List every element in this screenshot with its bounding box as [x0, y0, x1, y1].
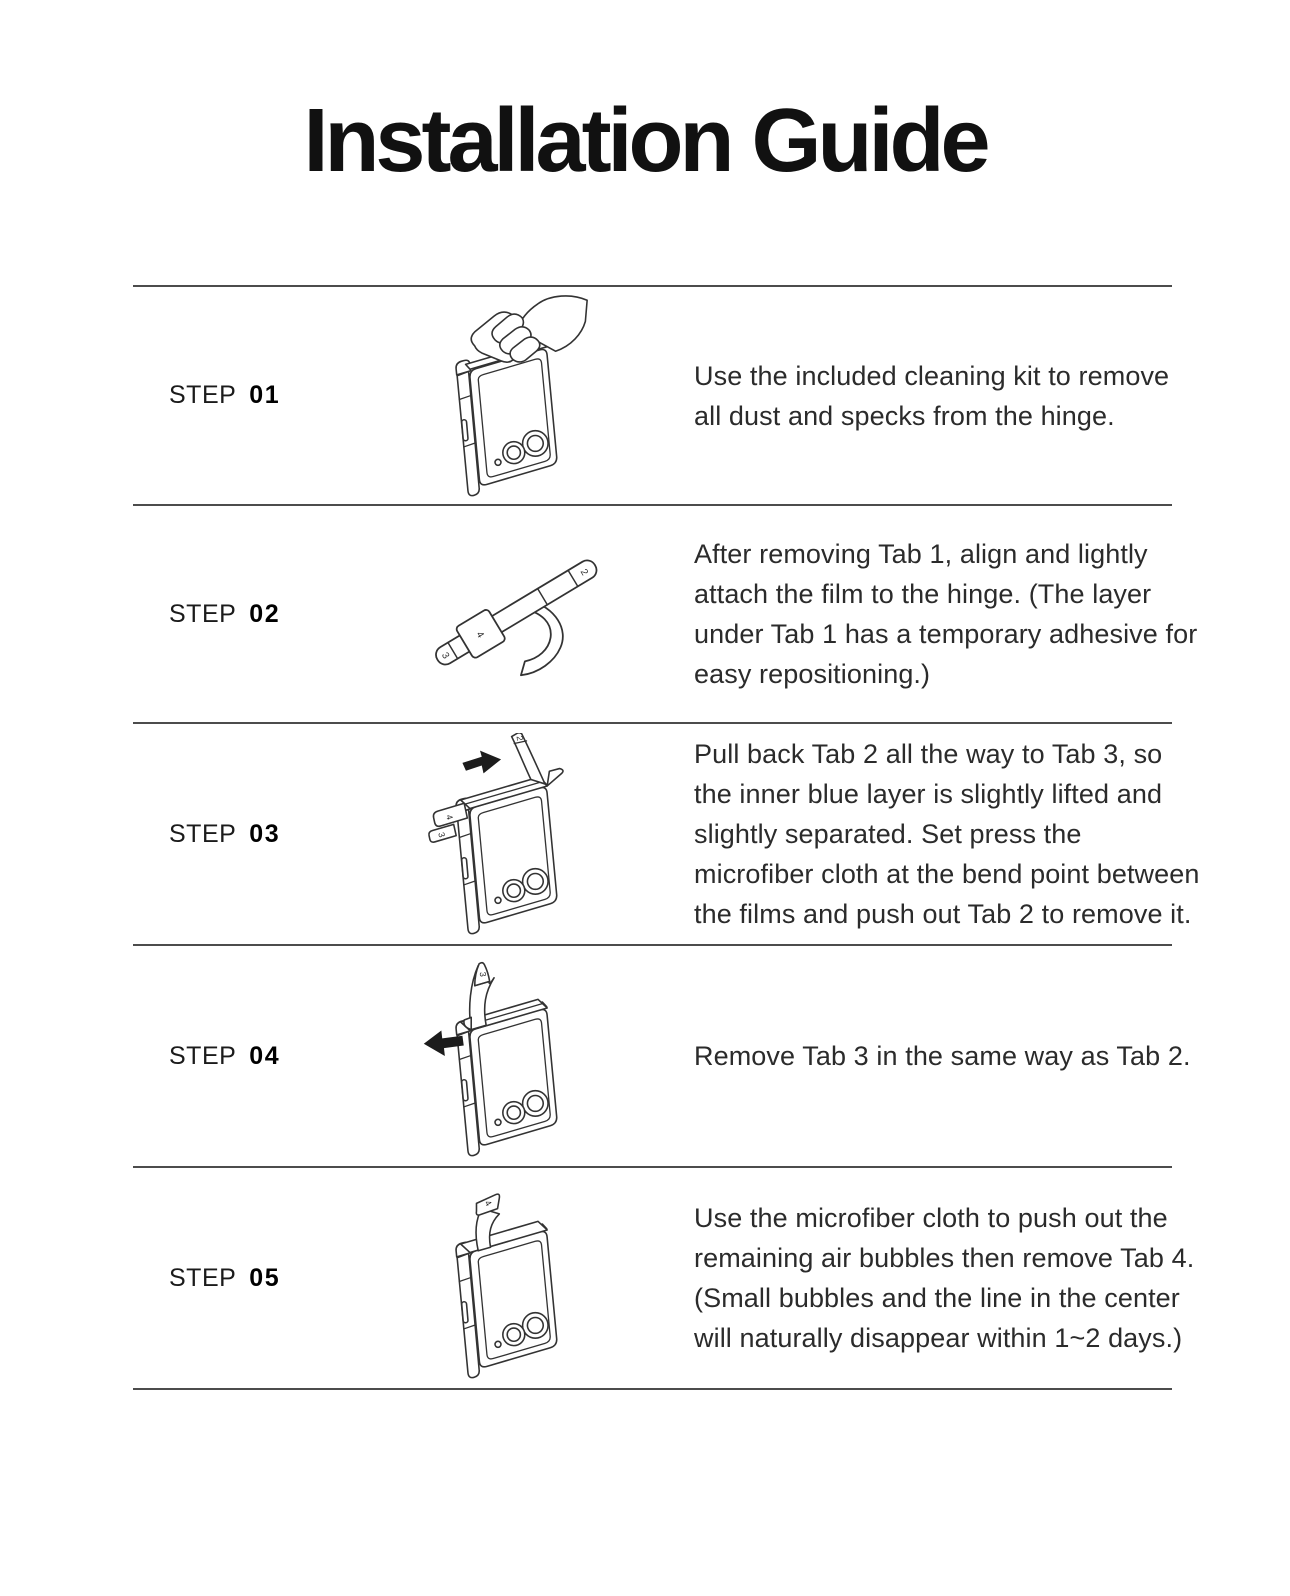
step-03-illustration	[361, 733, 671, 935]
tab-3-label: 3	[438, 650, 452, 662]
step-02-label	[133, 600, 361, 629]
step-row-05	[133, 1166, 1195, 1388]
step-word: STEP	[169, 1041, 237, 1070]
step-04-description: Remove Tab 3 in the same way as Tab 2.	[694, 1041, 1191, 1071]
tab-3-label: 3	[477, 971, 489, 978]
step-word: STEP	[169, 819, 237, 848]
step-05-illustration	[361, 1177, 671, 1379]
page-title: Installation Guide	[303, 91, 987, 191]
step-row-01	[133, 285, 1172, 504]
step-row-04	[133, 944, 1191, 1166]
tab-4-label: 4	[444, 813, 456, 821]
step-02-illustration	[361, 535, 671, 693]
step-04-label	[133, 1042, 361, 1071]
step-word: STEP	[169, 381, 237, 409]
step-number: 01	[249, 381, 281, 409]
step-row-02	[133, 504, 1198, 722]
step-number: 05	[249, 1263, 281, 1292]
pull-direction-arrow-icon	[462, 751, 501, 774]
hand-wiping-phone-drawing	[422, 295, 610, 497]
film-strip-icon	[428, 549, 604, 675]
phone-blue-film-tab-4-drawing	[422, 1177, 610, 1379]
step-row-03	[133, 722, 1200, 944]
phone-pull-tab-2-drawing	[422, 733, 610, 935]
step-number: 04	[249, 1041, 281, 1070]
step-03-description: Pull back Tab 2 all the way to Tab 3, so the inner blue layer is slightly lifted and slightly separated. Set press the microfiber cloth at the bend point between the films and push out Tab 2 to remove it.	[694, 739, 1200, 929]
step-03-label	[133, 820, 361, 849]
tab-4-label: 4	[473, 629, 486, 641]
step-01-label	[133, 381, 361, 410]
tab-2-ribbon-icon	[512, 733, 563, 786]
step-number: 02	[249, 599, 281, 628]
step-01-illustration	[361, 295, 671, 497]
step-04-illustration	[361, 955, 671, 1157]
step-number: 03	[249, 819, 281, 848]
step-05-label	[133, 1264, 361, 1293]
installation-steps-table	[133, 285, 1200, 1390]
step-05-description: Use the microfiber cloth to push out the remaining air bubbles then remove Tab 4. (Small bubbles and the line in the center will naturally disappear within 1~2 days.)	[694, 1203, 1195, 1353]
tab-3-label: 3	[436, 831, 448, 839]
step-word: STEP	[169, 599, 237, 628]
tab-4-label: 4	[482, 1198, 494, 1208]
tab-2-label: 2	[514, 734, 526, 742]
tab-3-flag-icon	[429, 824, 456, 842]
step-02-description: After removing Tab 1, align and lightly attach the film to the hinge. (The layer under Tab 1 has a temporary adhesive for easy repositioning.)	[694, 539, 1198, 689]
phone-remove-tab-3-drawing	[422, 955, 610, 1157]
step-word: STEP	[169, 1263, 237, 1292]
step-01-description: Use the included cleaning kit to remove all dust and specks from the hinge.	[694, 360, 1170, 431]
tab-2-label: 2	[577, 567, 590, 578]
film-strip-drawing	[411, 535, 621, 693]
